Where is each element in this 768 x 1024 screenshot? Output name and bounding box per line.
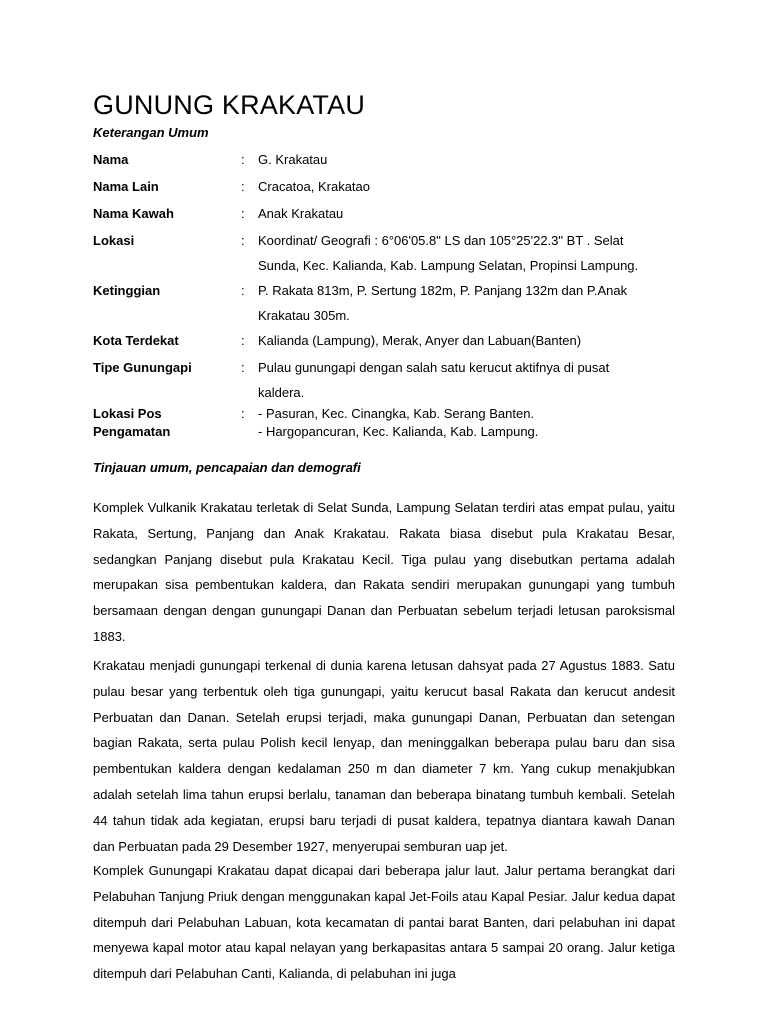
info-value [258, 405, 678, 441]
info-value-line: Pulau gunungapi dengan salah satu kerucut aktifnya di pusat [258, 360, 610, 375]
info-label: Tipe Gunungapi [93, 360, 192, 375]
info-value [258, 359, 678, 409]
info-value-line: - Pasuran, Kec. Cinangka, Kab. Serang Banten. [258, 406, 535, 421]
document-subtitle: Keterangan Umum [93, 125, 209, 140]
paragraph: Komplek Vulkanik Krakatau terletak di Selat Sunda, Lampung Selatan terdiri atas empat pulau, yaitu Rakata, Sertung, Panjang dan Anak Krakatau. Rakata biasa disebut pula Krakatau Besar, sedangkan Panjang disebut pula Krakatau Kecil. Tiga pulau yang disebutkan pertama adalah merupakan sisa pembentukan kaldera, dan Rakata sendiri merupakan gunungapi yang tumbuh bersamaan dengan dengan gunungapi Danan dan Perbuatan sebelum terjadi letusan paroksismal 1883. [93, 500, 675, 644]
info-label: Kota Terdekat [93, 333, 179, 348]
info-value-line: Anak Krakatau [258, 206, 344, 221]
section-heading: Tinjauan umum, pencapaian dan demografi [93, 460, 361, 475]
paragraph: Komplek Gunungapi Krakatau dapat dicapai dari beberapa jalur laut. Jalur pertama berangkat dari Pelabuhan Tanjung Priuk dengan menggunakan kapal Jet-Foils atau Kapal Pesiar. Jalur kedua dapat ditempuh dari Pelabuhan Labuan, kota kecamatan di pantai barat Banten, dari pelabuhan ini dapat menyewa kapal motor atau kapal nelayan yang berkapasitas antara 5 sampai 20 orang. Jalur ketiga ditempuh dari Pelabuhan Canti, Kalianda, di pelabuhan ini juga [93, 863, 675, 982]
info-colon: : [241, 406, 245, 421]
info-value-line: Krakatau 305m. [258, 308, 350, 323]
info-label: Nama Lain [93, 179, 159, 194]
info-value-line: Kalianda (Lampung), Merak, Anyer dan Labuan(Banten) [258, 333, 582, 348]
info-colon: : [241, 179, 245, 194]
info-value-line: G. Krakatau [258, 152, 328, 167]
info-colon: : [241, 360, 245, 375]
info-label: Nama [93, 152, 129, 167]
info-value [258, 232, 678, 282]
info-value [258, 151, 678, 176]
info-value-line: Koordinat/ Geografi : 6°06'05.8" LS dan 105°25'22.3" BT . Selat [258, 233, 624, 248]
info-value-line: kaldera. [258, 385, 305, 400]
info-value [258, 282, 678, 332]
info-label: Nama Kawah [93, 206, 174, 221]
info-colon: : [241, 233, 245, 248]
info-label: Lokasi Pos [93, 406, 162, 421]
info-value-line: Cracatoa, Krakatao [258, 179, 371, 194]
info-label: Ketinggian [93, 283, 161, 298]
info-colon: : [241, 333, 245, 348]
paragraph: Krakatau menjadi gunungapi terkenal di dunia karena letusan dahsyat pada 27 Agustus 1883. Satu pulau besar yang terbentuk oleh tiga gunungapi, yaitu kerucut basal Rakata dan kerucut andesit Perbuatan dan Danan. Setelah erupsi terjadi, maka gunungapi Danan, Perbuatan dan setengan bagian Rakata, serta pulau Polish kecil lenyap, dan meninggalkan beberapa pulau baru dan sisa pembentukan kaldera dengan kedalaman 250 m dan diameter 7 km. Yang cukup menakjubkan adalah setelah lima tahun erupsi berlalu, tanaman dan beberapa binatang tumbuh kembali. Setelah 44 tahun tidak ada kegiatan, erupsi baru terjadi di pusat kaldera, tepatnya diantara kawah Danan dan Perbuatan pada 29 Desember 1927, menyerupai semburan uap jet. [93, 658, 675, 854]
info-value [258, 332, 678, 357]
info-colon: : [241, 283, 245, 298]
document-title: GUNUNG KRAKATAU [93, 90, 366, 120]
info-label: Lokasi [93, 233, 135, 248]
info-value [258, 178, 678, 203]
info-value-line: - Hargopancuran, Kec. Kalianda, Kab. Lampung. [258, 424, 539, 439]
info-value-line: Sunda, Kec. Kalianda, Kab. Lampung Selatan, Propinsi Lampung. [258, 258, 639, 273]
info-label: Pengamatan [93, 424, 171, 439]
info-value [258, 205, 678, 230]
info-colon: : [241, 152, 245, 167]
info-value-line: P. Rakata 813m, P. Sertung 182m, P. Panjang 132m dan P.Anak [258, 283, 628, 298]
info-colon: : [241, 206, 245, 221]
